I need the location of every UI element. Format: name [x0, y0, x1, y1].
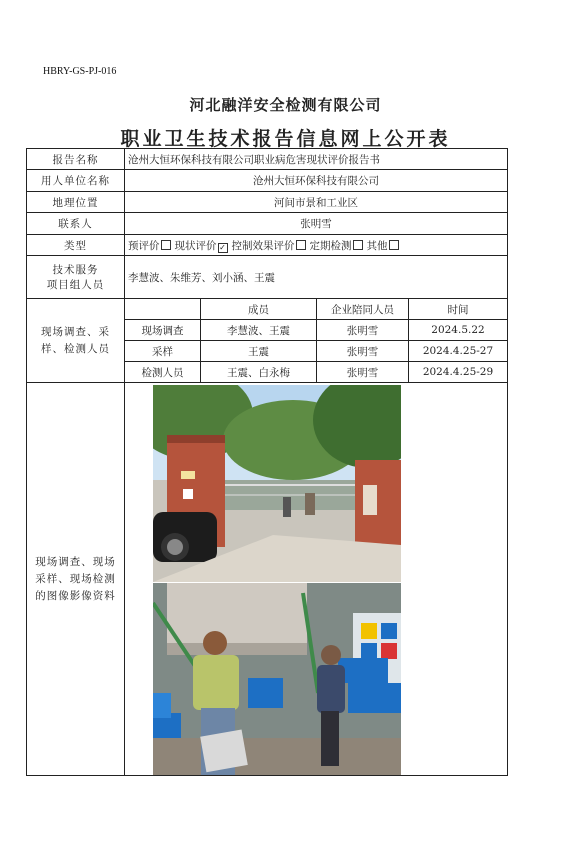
checkbox: [353, 240, 363, 250]
row-team: [27, 256, 508, 299]
team-label-line-1: 技术服务: [52, 264, 99, 276]
survey-task: 现场调查: [125, 320, 201, 341]
checkbox: [389, 240, 399, 250]
location-value: 河间市景和工业区: [125, 192, 508, 213]
location-label: 地理位置: [27, 192, 125, 213]
employer-value: 沧州大恒环保科技有限公司: [125, 170, 508, 192]
survey-header-date: 时间: [409, 299, 508, 320]
row-employer: [27, 170, 508, 192]
survey-date: 2024.5.22: [409, 320, 508, 341]
checked-checkbox: ✓: [219, 242, 226, 252]
page-title: 职业卫生技术报告信息网上公开表: [120, 128, 451, 150]
row-location: [27, 192, 508, 213]
team-label: [27, 256, 125, 299]
survey-members: 王震、白永梅: [201, 362, 317, 383]
team-label-line-2: 项目组人员: [46, 279, 105, 291]
images-cell: [125, 383, 508, 776]
type-option-label: 现状评价: [174, 239, 217, 252]
type-options: [125, 235, 508, 256]
row-type: [27, 235, 508, 256]
type-option-label: 定期检测: [309, 239, 352, 252]
survey-companion: 张明雪: [317, 362, 409, 383]
images-label: 现场调查、现场采样、现场检测的图像影像资料: [27, 383, 125, 776]
checkbox: [296, 240, 306, 250]
type-option-label: 控制效果评价: [231, 239, 295, 252]
contact-value: 张明雪: [125, 213, 508, 235]
survey-label: 现场调查、采样、检测人员: [27, 299, 125, 383]
disclosure-table: [26, 148, 508, 776]
site-inspection-photo: [153, 583, 401, 775]
survey-date: 2024.4.25-27: [409, 341, 508, 362]
survey-date: 2024.4.25-29: [409, 362, 508, 383]
type-label: 类型: [27, 235, 125, 256]
report-name-value: 沧州大恒环保科技有限公司职业病危害现状评价报告书: [125, 149, 508, 170]
survey-header-blank: [125, 299, 201, 320]
team-value: 李慧波、朱维芳、刘小涵、王震: [125, 256, 508, 299]
row-contact: [27, 213, 508, 235]
survey-header-members: 成员: [201, 299, 317, 320]
survey-members: 李慧波、王震: [201, 320, 317, 341]
site-gate-photo: [153, 385, 401, 582]
row-report-name: [27, 149, 508, 170]
survey-members: 王震: [201, 341, 317, 362]
type-option-label: 预评价: [128, 239, 160, 252]
company-name: 河北融洋安全检测有限公司: [189, 96, 382, 114]
checkbox: [161, 240, 171, 250]
employer-label: 用人单位名称: [27, 170, 125, 192]
report-name-label: 报告名称: [27, 149, 125, 170]
survey-task: 采样: [125, 341, 201, 362]
row-images: [27, 383, 508, 776]
survey-companion: 张明雪: [317, 341, 409, 362]
survey-header-companion: 企业陪同人员: [317, 299, 409, 320]
type-option-label: 其他: [366, 239, 388, 252]
contact-label: 联系人: [27, 213, 125, 235]
survey-companion: 张明雪: [317, 320, 409, 341]
row-survey-header: [27, 299, 508, 320]
survey-task: 检测人员: [125, 362, 201, 383]
document-code: HBRY-GS-PJ-016: [43, 66, 117, 77]
